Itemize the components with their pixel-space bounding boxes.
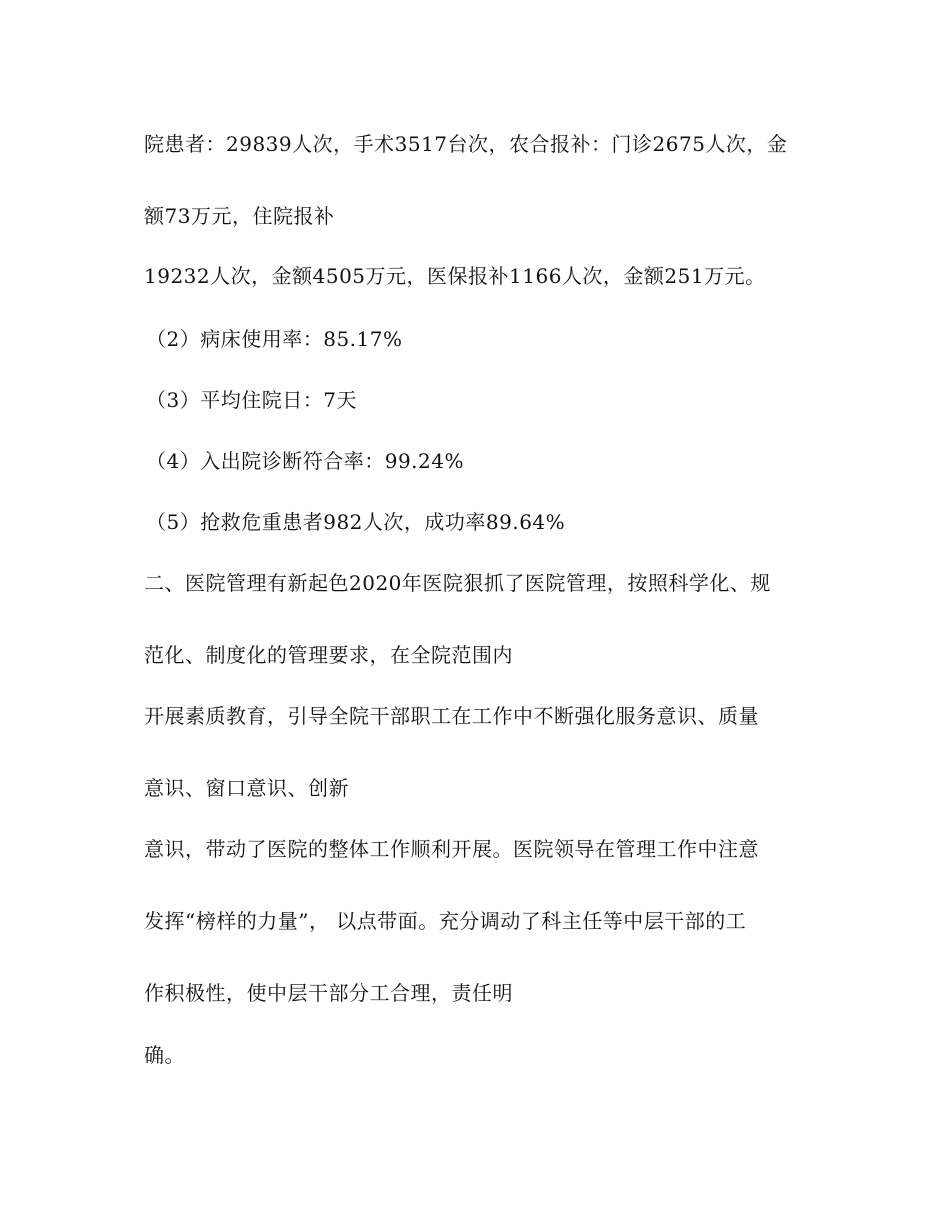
text-line: 作积极性，使中层干部分工合理，责任明 xyxy=(144,981,513,1005)
text-line: 意识、窗口意识、创新 xyxy=(144,776,349,800)
text-line: 二、医院管理有新起色2020年医院狠抓了医院管理，按照科学化、规 xyxy=(144,571,771,595)
text-line: （2）病床使用率：85.17% xyxy=(146,327,403,351)
text-line: （4）入出院诊断符合率：99.24% xyxy=(146,449,464,473)
text-line: 额73万元，住院报补 xyxy=(144,204,335,228)
text-line: 院患者：29839人次，手术3517台次，农合报补：门诊2675人次，金 xyxy=(144,132,788,156)
text-line: 19232人次，金额4505万元，医保报补1166人次，金额251万元。 xyxy=(144,264,766,288)
text-line: （3）平均住院日：7天 xyxy=(146,388,357,412)
text-line: 范化、制度化的管理要求，在全院范围内 xyxy=(144,643,513,667)
text-line: 开展素质教育，引导全院干部职工在工作中不断强化服务意识、质量 xyxy=(144,704,759,728)
text-line: 确。 xyxy=(144,1043,185,1067)
text-line: 意识，带动了医院的整体工作顺利开展。医院领导在管理工作中注意 xyxy=(144,837,759,861)
text-line: （5）抢救危重患者982人次，成功率89.64% xyxy=(146,510,566,534)
text-line: 发挥“榜样的力量”， 以点带面。充分调动了科主任等中层干部的工 xyxy=(144,909,747,933)
